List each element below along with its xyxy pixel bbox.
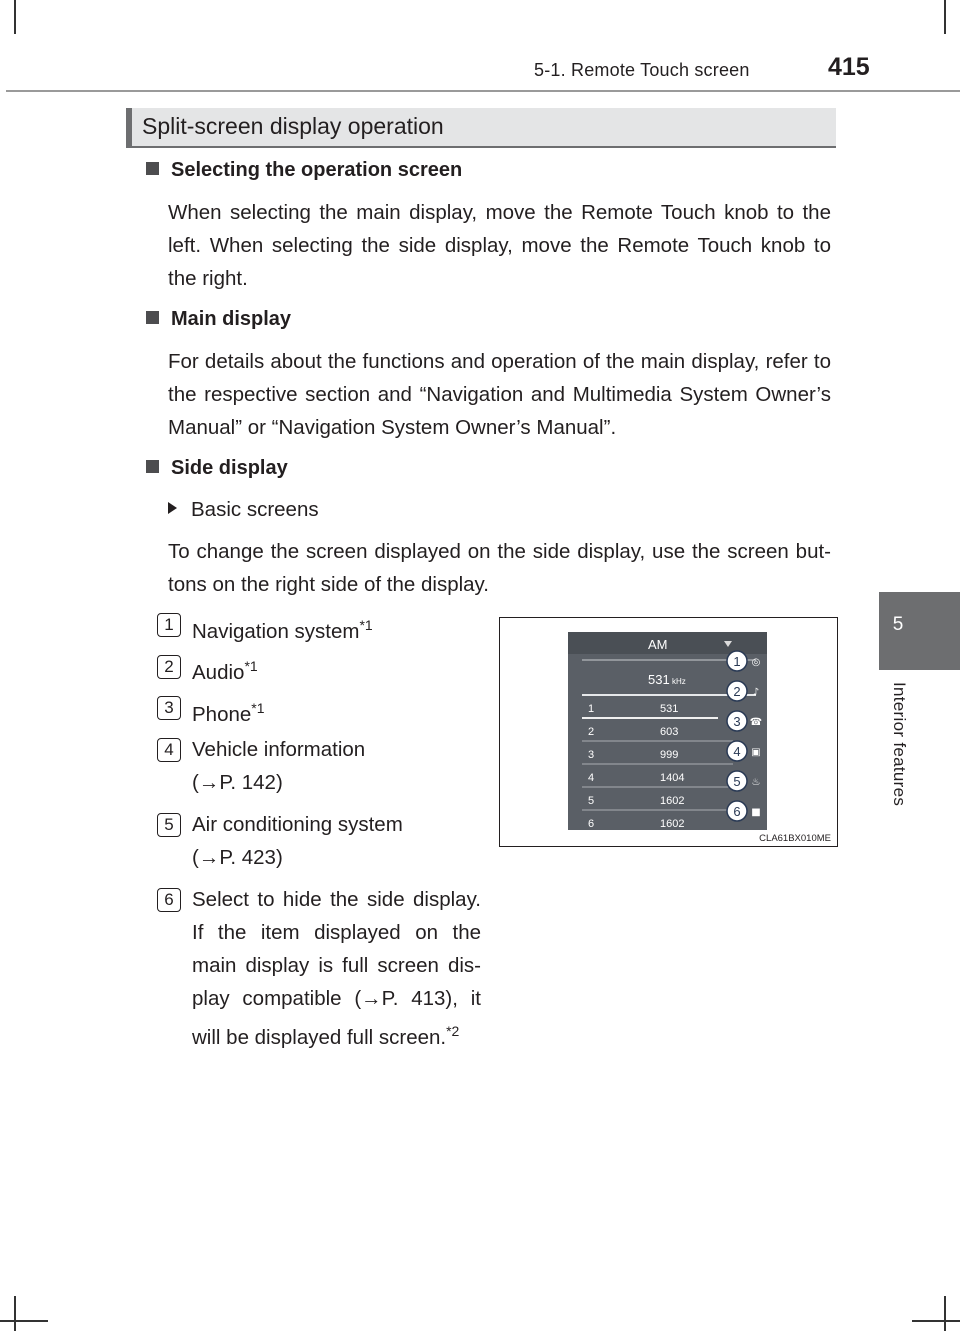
page-reference: (→P. 423): [192, 846, 283, 869]
crop-mark: [944, 0, 946, 34]
section-accent: [126, 108, 132, 146]
sub-heading-text: Basic screens: [191, 498, 319, 521]
preset-frequency[interactable]: 999: [660, 749, 679, 761]
preset-number[interactable]: 1: [588, 703, 595, 715]
crop-mark: [912, 1320, 960, 1322]
climate-icon[interactable]: ♨: [751, 777, 761, 788]
heading-side-display-text: Side display: [171, 457, 288, 479]
item-text: Air conditioning system: [192, 813, 403, 836]
item-phone: [192, 692, 265, 731]
header-section-title: 5-1. Remote Touch screen: [534, 60, 750, 80]
item-text: Navigation system: [192, 619, 360, 643]
crop-mark: [14, 1296, 16, 1331]
callout-number: 1: [733, 654, 741, 669]
item-number-3: 3: [157, 696, 181, 720]
preset-frequency[interactable]: 1404: [660, 772, 685, 784]
callout-number: 3: [733, 714, 741, 729]
crop-mark: [944, 1296, 946, 1331]
item-air-conditioning: [192, 808, 403, 874]
current-frequency: 531: [648, 672, 670, 687]
item-text: Select to hide the side display. If the item displayed on the main display is full screen dis-play compatible (→P. 413), it will be displayed full screen.: [192, 888, 481, 1049]
item-text: Vehicle information: [192, 738, 366, 761]
item-number-6: 6: [157, 888, 181, 912]
navigation-icon[interactable]: ◎: [751, 657, 761, 668]
callout-number: 4: [733, 744, 741, 759]
item-navigation: [192, 609, 373, 648]
figure-caption: CLA61BX010ME: [759, 833, 831, 844]
preset-frequency[interactable]: 531: [660, 703, 679, 715]
preset-number[interactable]: 3: [588, 749, 595, 761]
selecting-body: When selecting the main display, move the Remote Touch knob to the left. When selecting the side display, move the Remote Touch knob to the right.: [168, 201, 831, 290]
page-number: 415: [828, 53, 870, 81]
preset-number[interactable]: 6: [588, 818, 595, 830]
footnote-mark: *2: [446, 1023, 460, 1039]
preset-number[interactable]: 4: [588, 772, 595, 784]
item-number-4: 4: [157, 738, 181, 762]
item-vehicle-info: [192, 733, 365, 799]
item-number-5: 5: [157, 813, 181, 837]
preset-list: [582, 703, 733, 830]
side-display-screen: [568, 632, 767, 830]
heading-main-display-text: Main display: [171, 308, 292, 330]
section-title-bar: [126, 108, 836, 148]
chapter-label: Interior features: [890, 682, 909, 807]
section-title: Split-screen display operation: [142, 113, 444, 139]
callout-number: 5: [733, 774, 741, 789]
item-audio: [192, 650, 258, 689]
hide-display-icon[interactable]: ■: [751, 807, 761, 818]
dropdown-arrow-icon: [724, 641, 732, 647]
preset-frequency[interactable]: 1602: [660, 795, 685, 807]
preset-frequency[interactable]: 1602: [660, 818, 685, 830]
footnote-mark: *1: [359, 617, 373, 633]
side-display-figure: [499, 617, 838, 847]
footnote-mark: *1: [244, 658, 258, 674]
heading-side-display: [146, 457, 288, 480]
footnote-mark: *1: [251, 700, 265, 716]
screen-buttons: [727, 651, 762, 821]
item-number-2: 2: [157, 655, 181, 679]
callout-number: 2: [733, 684, 741, 699]
main-display-body: For details about the functions and operation of the main display, refer to the respective section and “Navigation and Multimedia System Owner’s Manual” or “Navigation System Owner’s Manual”.: [168, 350, 831, 439]
page-reference: (→P. 142): [192, 771, 283, 794]
chapter-number: 5: [892, 614, 904, 635]
music-note-icon[interactable]: ♪: [752, 687, 760, 698]
vehicle-info-icon[interactable]: ▣: [751, 747, 761, 758]
screen-title: AM: [648, 637, 668, 652]
sub-heading-basic-screens: [168, 498, 319, 522]
item-text: Phone: [192, 702, 252, 726]
item-number-1: 1: [157, 613, 181, 637]
preset-number[interactable]: 2: [588, 726, 595, 738]
triangle-bullet-icon: [168, 502, 177, 514]
heading-main-display: [146, 308, 291, 331]
frequency-unit: kHz: [672, 677, 686, 686]
square-bullet-icon: [146, 460, 159, 473]
preset-number[interactable]: 5: [588, 795, 595, 807]
side-display-body: To change the screen displayed on the side display, use the screen but-tons on the right side of the display.: [168, 540, 831, 596]
screen-drawing: [568, 632, 767, 830]
crop-mark: [0, 1320, 48, 1322]
heading-selecting-text: Selecting the operation screen: [171, 159, 463, 181]
square-bullet-icon: [146, 162, 159, 175]
item-hide-side-display: [192, 883, 481, 1054]
preset-frequency[interactable]: 603: [660, 726, 679, 738]
item-text: Audio: [192, 660, 245, 684]
phone-icon[interactable]: ☎: [749, 717, 763, 728]
header-rule: [6, 90, 960, 92]
callout-number: 6: [733, 804, 741, 819]
square-bullet-icon: [146, 311, 159, 324]
crop-mark: [14, 0, 16, 34]
heading-selecting: [146, 159, 462, 182]
